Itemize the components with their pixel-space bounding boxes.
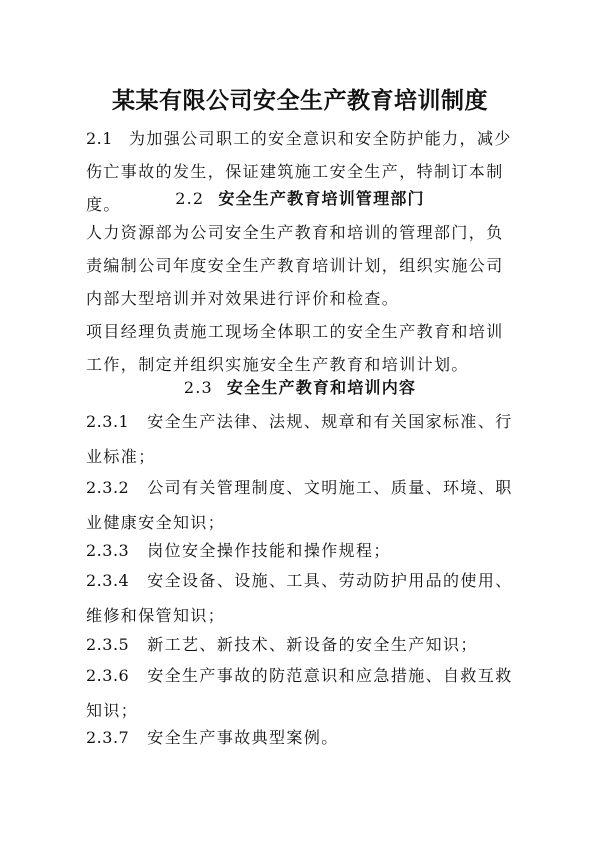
content-item-2-3-5 bbox=[86, 627, 518, 662]
section-heading-content bbox=[0, 376, 600, 400]
item-text: 安全生产事故典型案例。 bbox=[147, 728, 339, 747]
section-number: 2.2 bbox=[175, 189, 205, 208]
item-number: 2.3.2 bbox=[86, 478, 130, 497]
item-text: 新工艺、新技术、新设备的安全生产知识； bbox=[147, 635, 478, 654]
item-number: 2.3.6 bbox=[86, 666, 130, 685]
item-text: 安全生产事故的防范意识和应急措施、自救互救知识； bbox=[86, 666, 513, 720]
content-item-2-3-1 bbox=[86, 404, 518, 474]
management-paragraph-2: 项目经理负责施工现场全体职工的安全生产教育和培训工作，制定并组织实施安全生产教育和培训计划。 bbox=[86, 322, 504, 374]
item-number: 2.3.4 bbox=[86, 571, 130, 590]
item-number: 2.3.5 bbox=[86, 635, 130, 654]
content-item-2-3-4 bbox=[86, 563, 518, 633]
document-title: 某某有限公司安全生产教育培训制度 bbox=[112, 88, 488, 114]
section-title: 安全生产教育培训管理部门 bbox=[218, 189, 425, 208]
item-number: 2.3.1 bbox=[86, 412, 130, 431]
item-text: 安全生产法律、法规、规章和有关国家标准、行业标准； bbox=[86, 412, 513, 466]
section-heading-management bbox=[0, 187, 600, 211]
intro-text: 为加强公司职工的安全意识和安全防护能力，减少伤亡事故的发生，保证建筑施工安全生产，特制订本制度。 bbox=[86, 129, 512, 214]
item-text: 公司有关管理制度、文明施工、质量、环境、职业健康安全知识； bbox=[86, 478, 513, 532]
content-item-2-3-2 bbox=[86, 470, 518, 540]
item-text: 岗位安全操作技能和操作规程； bbox=[147, 541, 391, 560]
section-number: 2.3 bbox=[183, 378, 213, 397]
intro-number: 2.1 bbox=[86, 129, 113, 148]
content-item-2-3-7 bbox=[86, 720, 518, 755]
item-number: 2.3.3 bbox=[86, 541, 130, 560]
management-paragraph-1: 人力资源部为公司安全生产教育和培训的管理部门，负责编制公司年度安全生产教育培训计划，组织实施公司内部大型培训并对效果进行评价和检查。 bbox=[86, 223, 504, 308]
item-text: 安全设备、设施、工具、劳动防护用品的使用、维修和保管知识； bbox=[86, 571, 513, 625]
content-item-2-3-6 bbox=[86, 658, 518, 728]
section-title: 安全生产教育和培训内容 bbox=[226, 378, 417, 397]
item-number: 2.3.7 bbox=[86, 728, 130, 747]
